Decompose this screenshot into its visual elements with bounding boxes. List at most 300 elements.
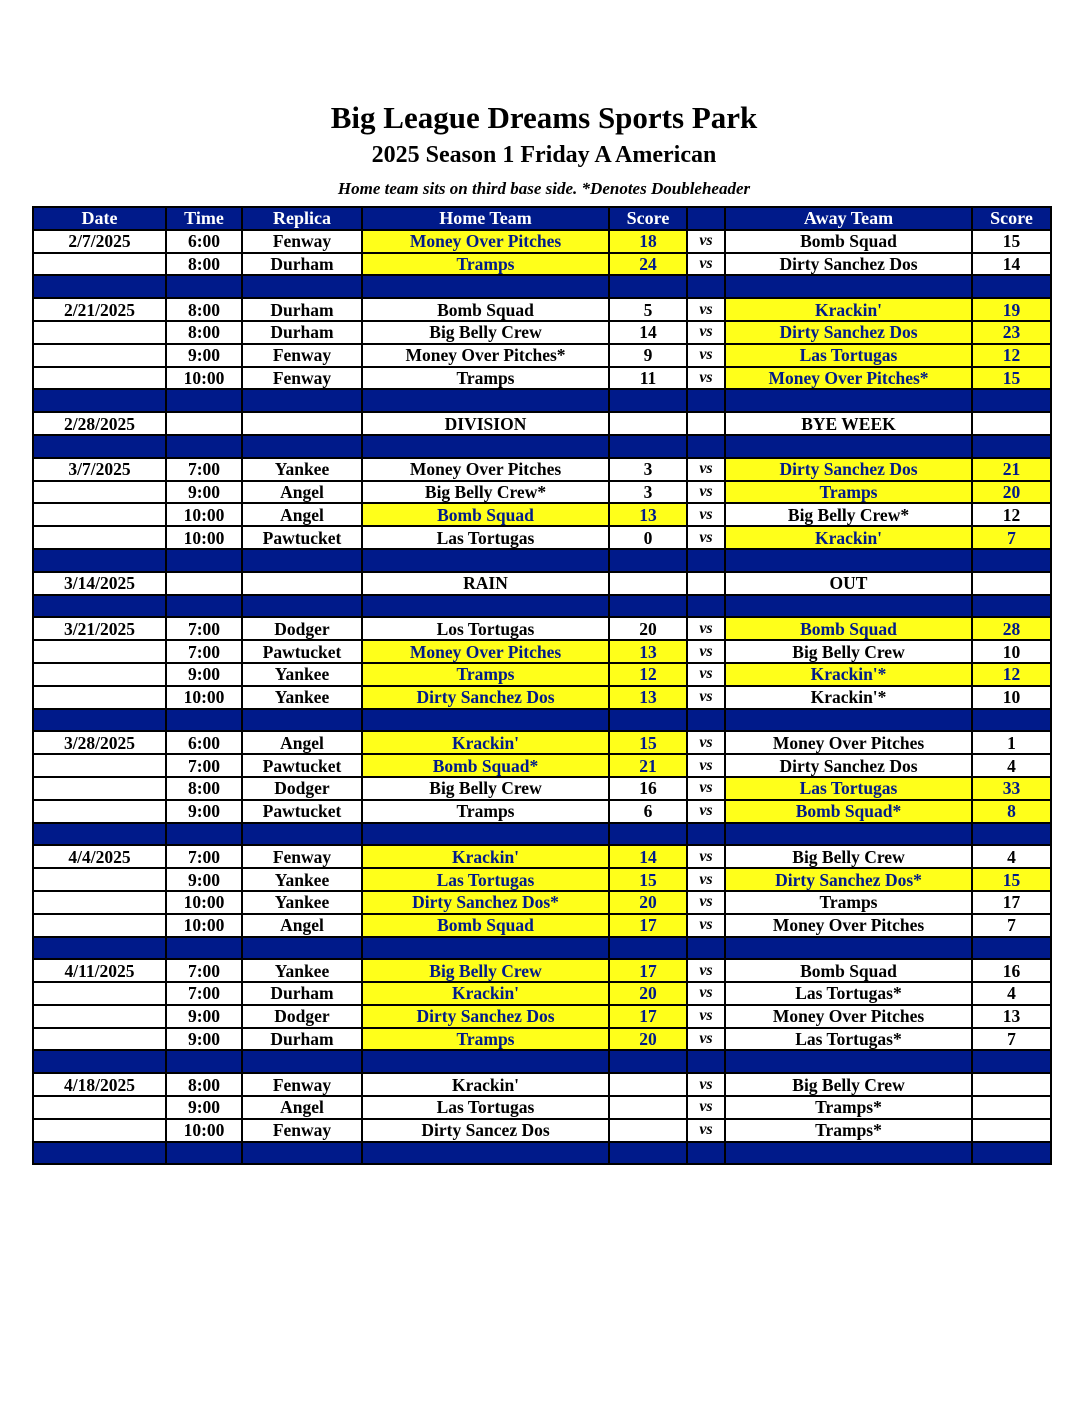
away-team-cell: Money Over Pitches [725,1005,972,1028]
page-title: Big League Dreams Sports Park [330,100,758,135]
separator-cell [166,435,242,458]
away-score-cell: 4 [972,982,1051,1005]
date-cell [33,663,166,686]
week-separator-row [33,1142,1051,1165]
home-team-cell: Tramps [362,800,609,823]
home-score-cell [609,1119,687,1142]
separator-cell [725,1142,972,1165]
replica-cell: Dodger [242,617,362,640]
time-cell: 7:00 [166,617,242,640]
vs-cell: vs [687,526,725,549]
separator-cell [687,275,725,298]
home-score-cell: 20 [609,982,687,1005]
separator-cell [609,823,687,846]
vs-cell: vs [687,1005,725,1028]
away-team-cell: Bomb Squad [725,617,972,640]
vs-cell: vs [687,891,725,914]
replica-cell: Angel [242,731,362,754]
date-cell: 2/28/2025 [33,412,166,435]
home-team-cell: Bomb Squad [362,298,609,321]
replica-cell: Pawtucket [242,526,362,549]
home-score-cell: 17 [609,1005,687,1028]
column-header-home-score: Score [609,207,687,230]
away-team-cell: Krackin'* [725,663,972,686]
home-team-cell: Dirty Sancez Dos [362,1119,609,1142]
table-row [33,458,1051,481]
away-team-cell: Money Over Pitches* [725,367,972,390]
replica-cell: Pawtucket [242,640,362,663]
week-separator-row [33,549,1051,572]
time-cell: 10:00 [166,914,242,937]
vs-cell: vs [687,253,725,276]
separator-cell [166,823,242,846]
home-team-cell: Krackin' [362,982,609,1005]
away-score-cell [972,572,1051,595]
separator-cell [687,435,725,458]
time-cell: 6:00 [166,230,242,253]
home-team-cell: Money Over Pitches [362,230,609,253]
replica-cell: Yankee [242,686,362,709]
table-row [33,367,1051,390]
table-row [33,412,1051,435]
home-team-cell: Big Belly Crew [362,321,609,344]
away-team-cell: Tramps [725,891,972,914]
separator-cell [33,595,166,618]
date-cell: 3/7/2025 [33,458,166,481]
home-team-cell: Money Over Pitches [362,458,609,481]
home-score-cell: 15 [609,731,687,754]
separator-cell [687,595,725,618]
away-score-cell: 4 [972,754,1051,777]
home-score-cell: 15 [609,868,687,891]
home-score-cell: 14 [609,321,687,344]
vs-cell: vs [687,458,725,481]
table-row [33,959,1051,982]
vs-cell: vs [687,845,725,868]
away-team-cell: Las Tortugas* [725,1028,972,1051]
away-score-cell: 23 [972,321,1051,344]
home-score-cell: 14 [609,845,687,868]
table-row [33,321,1051,344]
date-cell: 3/21/2025 [33,617,166,640]
vs-cell: vs [687,321,725,344]
away-score-cell: 10 [972,686,1051,709]
away-team-cell: Tramps [725,481,972,504]
separator-cell [609,275,687,298]
time-cell: 10:00 [166,1119,242,1142]
away-team-cell: Bomb Squad [725,959,972,982]
separator-cell [687,389,725,412]
home-team-cell: Krackin' [362,731,609,754]
away-score-cell: 7 [972,1028,1051,1051]
separator-cell [33,1050,166,1073]
home-score-cell: 3 [609,481,687,504]
away-score-cell: 12 [972,344,1051,367]
vs-cell: vs [687,800,725,823]
time-cell: 7:00 [166,754,242,777]
date-cell [33,481,166,504]
home-team-cell: RAIN [362,572,609,595]
away-score-cell: 20 [972,481,1051,504]
home-score-cell [609,412,687,435]
vs-cell: vs [687,298,725,321]
away-score-cell [972,412,1051,435]
replica-cell: Yankee [242,868,362,891]
time-cell: 6:00 [166,731,242,754]
separator-cell [166,595,242,618]
away-score-cell: 15 [972,230,1051,253]
date-cell [33,800,166,823]
time-cell [166,572,242,595]
replica-cell [242,572,362,595]
replica-cell: Yankee [242,458,362,481]
time-cell: 7:00 [166,640,242,663]
home-team-cell: Tramps [362,663,609,686]
date-cell [33,914,166,937]
week-separator-row [33,1050,1051,1073]
page-subtitle: 2025 Season 1 Friday A American [371,142,717,168]
vs-cell: vs [687,959,725,982]
vs-cell: vs [687,914,725,937]
replica-cell: Yankee [242,663,362,686]
separator-cell [609,549,687,572]
away-team-cell: Bomb Squad* [725,800,972,823]
separator-cell [242,549,362,572]
replica-cell: Angel [242,481,362,504]
home-score-cell: 20 [609,891,687,914]
separator-cell [362,937,609,960]
separator-cell [725,595,972,618]
home-team-cell: Big Belly Crew [362,959,609,982]
table-row [33,1073,1051,1096]
away-team-cell: Las Tortugas* [725,982,972,1005]
replica-cell: Pawtucket [242,800,362,823]
vs-cell: vs [687,1028,725,1051]
table-row [33,503,1051,526]
separator-cell [972,435,1051,458]
away-team-cell: Big Belly Crew [725,640,972,663]
separator-cell [609,595,687,618]
vs-cell: vs [687,777,725,800]
separator-cell [362,275,609,298]
page-note: Home team sits on third base side. *Denotes Doubleheader [337,179,751,198]
week-separator-row [33,595,1051,618]
replica-cell: Fenway [242,367,362,390]
home-score-cell: 16 [609,777,687,800]
separator-cell [609,435,687,458]
separator-cell [166,1142,242,1165]
separator-cell [972,275,1051,298]
time-cell: 9:00 [166,481,242,504]
date-cell [33,777,166,800]
away-score-cell: 1 [972,731,1051,754]
replica-cell [242,412,362,435]
away-score-cell: 16 [972,959,1051,982]
away-team-cell: Las Tortugas [725,777,972,800]
date-cell [33,367,166,390]
home-team-cell: Las Tortugas [362,868,609,891]
time-cell: 7:00 [166,982,242,1005]
home-team-cell: Dirty Sanchez Dos* [362,891,609,914]
table-row [33,800,1051,823]
date-cell [33,868,166,891]
table-row [33,1096,1051,1119]
away-team-cell: Bomb Squad [725,230,972,253]
separator-cell [362,1050,609,1073]
vs-cell: vs [687,230,725,253]
time-cell: 10:00 [166,686,242,709]
separator-cell [609,937,687,960]
home-team-cell: Money Over Pitches [362,640,609,663]
separator-cell [33,275,166,298]
table-row [33,230,1051,253]
vs-cell: vs [687,686,725,709]
away-score-cell: 12 [972,663,1051,686]
time-cell: 9:00 [166,1028,242,1051]
week-separator-row [33,275,1051,298]
vs-cell: vs [687,982,725,1005]
week-separator-row [33,823,1051,846]
column-header-date: Date [33,207,166,230]
separator-cell [242,1142,362,1165]
home-score-cell: 11 [609,367,687,390]
time-cell: 9:00 [166,800,242,823]
table-row [33,298,1051,321]
home-score-cell [609,572,687,595]
time-cell: 8:00 [166,298,242,321]
table-row [33,344,1051,367]
separator-cell [725,275,972,298]
separator-cell [242,275,362,298]
date-cell [33,1119,166,1142]
date-cell [33,982,166,1005]
away-team-cell: Money Over Pitches [725,914,972,937]
home-team-cell: Los Tortugas [362,617,609,640]
home-team-cell: DIVISION [362,412,609,435]
time-cell: 8:00 [166,321,242,344]
schedule-body [33,230,1051,1165]
replica-cell: Yankee [242,959,362,982]
separator-cell [972,823,1051,846]
away-score-cell: 15 [972,367,1051,390]
separator-cell [687,709,725,732]
time-cell: 8:00 [166,253,242,276]
separator-cell [33,937,166,960]
column-header-away-team: Away Team [725,207,972,230]
replica-cell: Yankee [242,891,362,914]
date-cell: 4/18/2025 [33,1073,166,1096]
away-score-cell [972,1119,1051,1142]
away-team-cell: Big Belly Crew [725,1073,972,1096]
replica-cell: Durham [242,298,362,321]
away-score-cell: 12 [972,503,1051,526]
home-team-cell: Tramps [362,367,609,390]
separator-cell [242,595,362,618]
replica-cell: Fenway [242,230,362,253]
table-row [33,572,1051,595]
home-score-cell: 5 [609,298,687,321]
replica-cell: Durham [242,1028,362,1051]
replica-cell: Dodger [242,777,362,800]
away-score-cell: 28 [972,617,1051,640]
separator-cell [166,389,242,412]
date-cell: 4/4/2025 [33,845,166,868]
week-separator-row [33,937,1051,960]
replica-cell: Pawtucket [242,754,362,777]
home-score-cell: 18 [609,230,687,253]
replica-cell: Durham [242,253,362,276]
week-separator-row [33,389,1051,412]
home-team-cell: Bomb Squad [362,503,609,526]
home-score-cell: 20 [609,1028,687,1051]
table-row [33,845,1051,868]
separator-cell [242,709,362,732]
away-team-cell: Dirty Sanchez Dos [725,754,972,777]
home-team-cell: Dirty Sanchez Dos [362,686,609,709]
time-cell: 7:00 [166,845,242,868]
replica-cell: Angel [242,914,362,937]
date-cell [33,1028,166,1051]
home-team-cell: Bomb Squad* [362,754,609,777]
separator-cell [972,709,1051,732]
separator-cell [242,435,362,458]
time-cell: 9:00 [166,344,242,367]
separator-cell [33,709,166,732]
separator-cell [972,1050,1051,1073]
home-score-cell: 0 [609,526,687,549]
date-cell [33,344,166,367]
column-header-replica: Replica [242,207,362,230]
home-team-cell: Money Over Pitches* [362,344,609,367]
home-team-cell: Dirty Sanchez Dos [362,1005,609,1028]
date-cell [33,1096,166,1119]
vs-cell: vs [687,344,725,367]
table-row [33,731,1051,754]
column-header-away-score: Score [972,207,1051,230]
away-team-cell: Dirty Sanchez Dos* [725,868,972,891]
home-team-cell: Krackin' [362,1073,609,1096]
table-row [33,686,1051,709]
separator-cell [725,709,972,732]
away-score-cell: 33 [972,777,1051,800]
separator-cell [609,709,687,732]
time-cell: 9:00 [166,1005,242,1028]
away-team-cell: Las Tortugas [725,344,972,367]
replica-cell: Durham [242,982,362,1005]
home-score-cell: 3 [609,458,687,481]
table-row [33,914,1051,937]
away-score-cell: 19 [972,298,1051,321]
away-team-cell: OUT [725,572,972,595]
date-cell [33,754,166,777]
separator-cell [972,1142,1051,1165]
separator-cell [725,549,972,572]
home-team-cell: Las Tortugas [362,526,609,549]
away-team-cell: Krackin' [725,298,972,321]
separator-cell [33,435,166,458]
separator-cell [687,937,725,960]
away-score-cell: 7 [972,914,1051,937]
separator-cell [725,937,972,960]
separator-cell [33,549,166,572]
time-cell: 10:00 [166,526,242,549]
time-cell: 10:00 [166,503,242,526]
away-team-cell: Big Belly Crew* [725,503,972,526]
table-row [33,754,1051,777]
date-cell [33,503,166,526]
home-score-cell: 9 [609,344,687,367]
home-score-cell: 17 [609,959,687,982]
table-row [33,481,1051,504]
away-score-cell: 21 [972,458,1051,481]
date-cell [33,526,166,549]
time-cell: 8:00 [166,1073,242,1096]
away-score-cell: 17 [972,891,1051,914]
date-cell [33,891,166,914]
table-row [33,663,1051,686]
replica-cell: Fenway [242,344,362,367]
replica-cell: Fenway [242,1119,362,1142]
home-score-cell: 20 [609,617,687,640]
separator-cell [972,595,1051,618]
away-team-cell: Money Over Pitches [725,731,972,754]
week-separator-row [33,435,1051,458]
vs-cell: vs [687,754,725,777]
separator-cell [725,1050,972,1073]
home-team-cell: Bomb Squad [362,914,609,937]
home-score-cell: 24 [609,253,687,276]
date-cell [33,686,166,709]
away-score-cell: 4 [972,845,1051,868]
separator-cell [609,389,687,412]
week-separator-row [33,709,1051,732]
vs-cell: vs [687,640,725,663]
away-team-cell: Dirty Sanchez Dos [725,458,972,481]
separator-cell [33,1142,166,1165]
table-row [33,1005,1051,1028]
separator-cell [242,937,362,960]
time-cell: 8:00 [166,777,242,800]
replica-cell: Dodger [242,1005,362,1028]
away-team-cell: Dirty Sanchez Dos [725,253,972,276]
table-row [33,1028,1051,1051]
vs-cell: vs [687,1073,725,1096]
separator-cell [972,937,1051,960]
home-score-cell: 6 [609,800,687,823]
date-cell [33,321,166,344]
separator-cell [687,1142,725,1165]
date-cell [33,1005,166,1028]
separator-cell [242,389,362,412]
date-cell: 3/14/2025 [33,572,166,595]
away-team-cell: Tramps* [725,1119,972,1142]
home-score-cell [609,1096,687,1119]
vs-cell: vs [687,617,725,640]
home-score-cell: 13 [609,686,687,709]
replica-cell: Durham [242,321,362,344]
home-team-cell: Big Belly Crew [362,777,609,800]
table-row [33,891,1051,914]
separator-cell [687,549,725,572]
away-score-cell [972,1073,1051,1096]
home-score-cell: 13 [609,503,687,526]
table-row [33,617,1051,640]
vs-cell: vs [687,868,725,891]
vs-cell: vs [687,481,725,504]
away-score-cell: 15 [972,868,1051,891]
away-team-cell: BYE WEEK [725,412,972,435]
vs-cell: vs [687,1096,725,1119]
